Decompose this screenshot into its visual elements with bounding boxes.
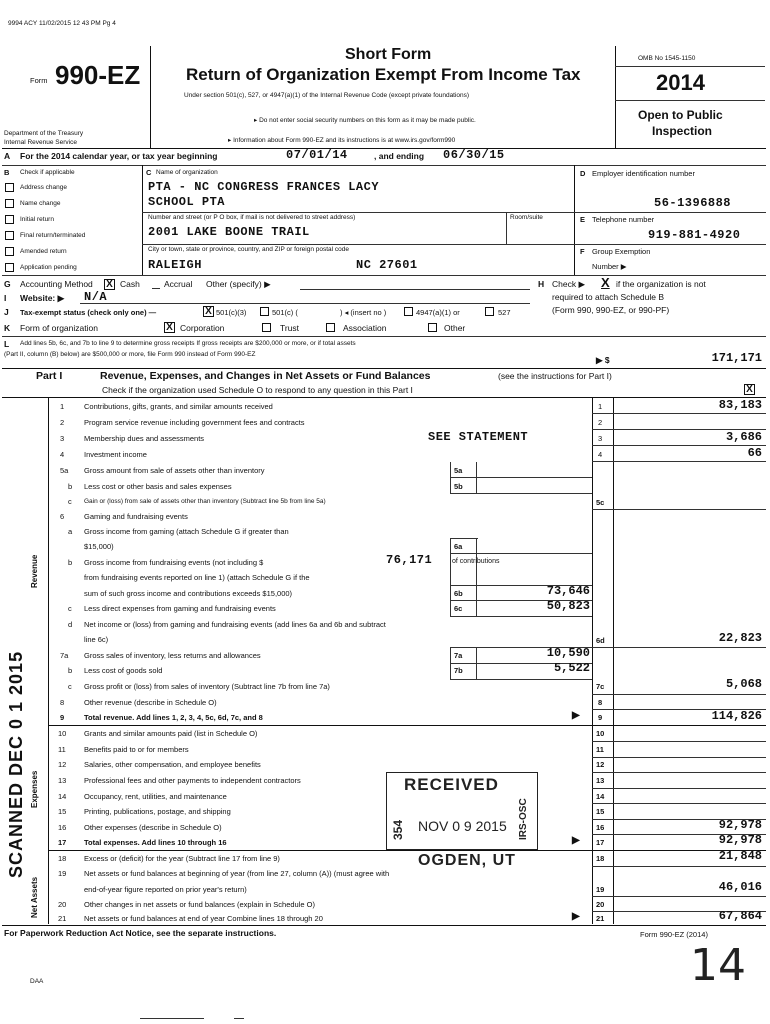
line-19-text2: end-of-year figure reported on prior year's return) [84,885,247,894]
line-7a-num: 7a [60,651,69,660]
line-21-num: 21 [58,914,67,923]
received-date-stamp: NOV 0 9 2015 [418,818,507,834]
line-7b-amount: 5,522 [553,661,590,675]
side-expenses: Expenses [30,770,39,808]
group-exemption-number-label: Number ▶ [592,262,627,271]
tax-year: 2014 [656,70,705,95]
line-12-num: 12 [58,760,67,769]
line-7b-box: 7b [454,666,463,675]
line-a-text: For the 2014 calendar year, or tax year beginning [20,151,218,161]
line-8-box: 8 [598,698,603,707]
line-4-box: 4 [598,450,603,459]
name-change-checkbox[interactable] [5,199,14,208]
corporation-checkbox[interactable]: X [164,322,175,333]
corporation-label: Corporation [180,323,225,333]
line-6a-box: 6a [454,542,463,551]
line-6d-amount: 22,823 [718,631,762,645]
501c-checkbox[interactable] [260,307,269,316]
part1-title: Revenue, Expenses, and Changes in Net Assets or Fund Balances [100,370,431,382]
line-3-amount: 3,686 [725,430,762,444]
line-20-box: 20 [596,900,605,909]
line-19-num: 19 [58,869,67,878]
accrual-label: Accrual [164,279,193,289]
line-1-num: 1 [60,402,65,411]
cash-label: Cash [120,279,140,289]
received-stamp: RECEIVED [404,775,499,794]
line-6b-box: 6b [454,589,463,598]
schedule-o-checkbox[interactable]: X [744,384,755,395]
line-10-text: Grants and similar amounts paid (list in Schedule O) [84,729,258,738]
scanned-stamp: SCANNED DEC 0 1 2015 [6,650,26,878]
line-a-mid: , and ending [374,151,425,161]
form-number: 990-EZ [55,60,141,90]
line-19-text: Net assets or fund balances at beginning of year (from line 27, column (A)) (must agree with [84,869,390,878]
line-7c-box: 7c [596,682,605,691]
line-5a-text: Gross amount from sale of assets other than inventory [84,466,265,475]
line-6-num: 6 [60,512,65,521]
amended-return-checkbox[interactable] [5,247,14,256]
line-16-num: 16 [58,823,67,832]
part1-title-note: (see the instructions for Part I) [498,371,612,381]
line-7a-box: 7a [454,651,463,660]
line-6d-text2: line 6c) [84,635,109,644]
daa-mark: DAA [30,978,44,985]
line-h-text4: (Form 990, 990-EZ, or 990-PF) [552,305,670,315]
line-19-amount: 46,016 [718,880,762,894]
stamp-side-right: IRS-OSC [518,798,529,840]
line-6c-amount: 50,823 [546,599,590,613]
line-h-text2: if the organization is not [616,279,706,289]
line-9-num: 9 [60,713,65,722]
line-13-num: 13 [58,776,67,785]
line-7b-text: Less cost of goods sold [84,666,163,675]
line-6a-text: Gross income from gaming (attach Schedule G if greater than [84,527,289,536]
line-16-box: 16 [596,823,605,832]
open-public-2: Inspection [652,124,713,138]
line-l-arrow: ▶ $ [596,355,610,365]
line-3-text: Membership dues and assessments [84,434,205,443]
line-6-text: Gaming and fundraising events [84,512,188,521]
line-11-num: 11 [58,745,66,754]
trust-checkbox[interactable] [262,323,271,332]
line-6a-text2: $15,000) [84,542,114,551]
line-5a-num: 5a [60,466,69,475]
line-21-arrow-icon: ▶ [572,911,580,922]
association-label: Association [343,323,387,333]
line-7a-text: Gross sales of inventory, less returns and allowances [84,651,261,660]
amended-return-label: Amended return [20,248,67,255]
section-f-label: F [580,247,585,256]
line-5b-box: 5b [454,482,463,491]
print-header: 9994 ACY 11/02/2015 12 43 PM Pg 4 [8,20,116,27]
line-7c-amount: 5,068 [725,677,762,691]
527-checkbox[interactable] [485,307,494,316]
line-5c-box: 5c [596,498,605,507]
line-9-arrow-icon: ▶ [572,710,580,721]
line-14-num: 14 [58,792,67,801]
section-b-heading: Check if applicable [20,169,75,176]
line-l-label: L [4,339,10,349]
line-6a-num: a [68,527,73,536]
4947-label: 4947(a)(1) or [416,308,460,317]
line-17-box: 17 [596,838,605,847]
line-k-label: K [4,323,11,333]
form-title: Return of Organization Exempt From Income Tax [186,65,581,84]
side-net-assets: Net Assets [30,876,39,918]
insert-no-label: ) ◂ (insert no ) [340,308,387,317]
name-change-label: Name change [20,200,61,207]
line-l-text1: Add lines 5b, 6c, and 7b to line 9 to determine gross receipts If gross receipts are $200,000 or more, or if total assets [20,340,356,347]
line-h-check: Check ▶ [552,279,585,289]
org-state-zip: NC 27601 [356,258,418,272]
line-9-text: Total revenue. Add lines 1, 2, 3, 4, 5c, 6d, 7c, and 8 [84,713,263,722]
org-name-line1: PTA - NC CONGRESS FRANCES LACY [148,180,380,194]
ein-heading: Employer identification number [592,169,695,178]
line-h-label: H [538,279,545,289]
line-11-text: Benefits paid to or for members [84,745,189,754]
association-checkbox[interactable] [326,323,335,332]
501c3-label: 501(c)(3) [216,308,247,317]
line-20-text: Other changes in net assets or fund balances (explain in Schedule O) [84,900,315,909]
line-j-label: J [4,307,9,317]
side-revenue: Revenue [30,554,39,588]
other-org-label: Other [444,323,466,333]
line-21-box: 21 [596,914,605,923]
line-2-box: 2 [598,418,603,427]
line-14-box: 14 [596,792,605,801]
line-12-box: 12 [596,760,605,769]
final-return-checkbox[interactable] [5,231,14,240]
org-city: RALEIGH [148,258,202,272]
phone-heading: Telephone number [592,215,655,224]
line-17-amount: 92,978 [718,833,762,847]
line-20-num: 20 [58,900,67,909]
line-15-box: 15 [596,807,605,816]
line-7b-num: b [68,666,73,675]
527-label: 527 [498,308,511,317]
line-18-box: 18 [596,854,605,863]
501c-label: 501(c) ( [272,308,298,317]
line-3-box: 3 [598,434,603,443]
dept-line1: Department of the Treasury [4,130,84,137]
form-footer-id: Form 990-EZ (2014) [640,930,708,939]
line-5a-box: 5a [454,466,463,475]
city-label: City or town, state or province, country, and ZIP or foreign postal code [148,246,349,253]
line-4-amount: 66 [747,446,762,460]
paperwork-notice: For Paperwork Reduction Act Notice, see the separate instructions. [4,928,277,938]
line-3-note: SEE STATEMENT [428,430,529,444]
line-1-text: Contributions, gifts, grants, and similar amounts received [84,402,273,411]
line-8-text: Other revenue (describe in Schedule O) [84,698,217,707]
dept-line2: Internal Revenue Service [4,139,77,146]
section-c-label: C [146,168,152,177]
header-divider-left [150,46,151,148]
omb-number: OMB No 1545-1150 [638,55,696,62]
group-exemption-heading: Group Exemption [592,247,651,256]
cash-checkbox[interactable]: X [104,279,115,290]
line-12-text: Salaries, other compensation, and employee benefits [84,760,261,769]
line-6d-box: 6d [596,636,605,645]
line-5c-text: Gain or (loss) from sale of assets other than inventory (Subtract line 5b from line 5a) [84,498,326,505]
section-b-label: B [4,168,10,177]
line-h-text3: required to attach Schedule B [552,292,664,302]
line-2-num: 2 [60,418,65,427]
box-col-left [592,397,593,924]
handwritten-page-number: 14 [690,940,746,991]
line-6c-box: 6c [454,604,463,613]
line-6b-after: of contributions [452,558,500,565]
final-return-label: Final return/terminated [20,232,86,239]
part1-check-text: Check if the organization used Schedule O to respond to any question in this Part I [102,385,413,395]
header-divider-right [615,46,616,148]
other-method-label: Other (specify) ▶ [206,279,271,289]
line-13-text: Professional fees and other payments to independent contractors [84,776,301,785]
application-pending-label: Application pending [20,264,77,271]
line-a-label: A [4,151,11,161]
line-6b-amount: 73,646 [546,584,590,598]
trust-label: Trust [280,323,300,333]
line-17-text: Total expenses. Add lines 10 through 16 [84,838,227,847]
line-9-amount: 114,826 [711,709,762,723]
line-6c-num: c [68,604,72,613]
stamp-side-left: 354 [391,819,405,840]
application-pending-checkbox[interactable] [5,263,14,272]
line-l-text2: (Part II, column (B) below) are $500,000 or more, file Form 990 instead of Form 990-EZ [4,351,256,358]
line-6b-text3: sum of such gross income and contributions exceeds $15,000) [84,589,293,598]
tax-exempt-status-label: Tax-exempt status (check only one) — [20,308,157,317]
other-org-checkbox[interactable] [428,323,437,332]
ogden-stamp: OGDEN, UT [418,852,516,869]
line-3-num: 3 [60,434,65,443]
line-9-box: 9 [598,713,603,722]
open-public-1: Open to Public [638,108,723,122]
line-17-num: 17 [58,838,67,847]
initial-return-checkbox[interactable] [5,215,14,224]
line-18-text: Excess or (deficit) for the year (Subtract line 17 from line 9) [84,854,280,863]
line-1-box: 1 [598,402,603,411]
line-16-text: Other expenses (describe in Schedule O) [84,823,222,832]
line-4-text: Investment income [84,450,147,459]
line-2-text: Program service revenue including government fees and contracts [84,418,305,427]
line-6d-text: Net income or (loss) from gaming and fundraising events (add lines 6a and 6b and subtract [84,620,386,629]
initial-return-label: Initial return [20,216,54,223]
street-label: Number and street (or P O box, if mail is not delivered to street address) [148,214,356,221]
part1-label: Part I [36,370,63,382]
line-17-arrow-icon: ▶ [572,835,580,846]
line-7c-num: c [68,682,72,691]
line-6b-num: b [68,558,73,567]
line-7c-text: Gross profit or (loss) from sales of inventory (Subtract line 7b from line 7a) [84,682,330,691]
line-14-text: Occupancy, rent, utilities, and maintenance [84,792,227,801]
form-subtitle: Under section 501(c), 527, or 4947(a)(1) of the Internal Revenue Code (except private foundations) [184,92,470,99]
line-19-box: 19 [596,885,605,894]
line-5b-text: Less cost or other basis and sales expenses [84,482,232,491]
line-i-label: I [4,293,7,303]
line-8-num: 8 [60,698,65,707]
ssn-note: ▸ Do not enter social security numbers on this form as it may be made public. [254,117,476,124]
501c3-checkbox[interactable]: X [203,306,214,317]
line-15-num: 15 [58,807,67,816]
line-6d-num: d [68,620,73,629]
line-21-amount: 67,864 [718,909,762,923]
line-g-label: G [4,279,11,289]
address-change-label: Address change [20,184,67,191]
section-e-label: E [580,215,586,224]
4947-checkbox[interactable] [404,307,413,316]
gross-receipts-value: 171,171 [711,351,762,365]
line-5b-num: b [68,482,73,491]
line-1-amount: 83,183 [718,398,762,412]
line-6b-text: Gross income from fundraising events (not including $ [84,558,264,567]
website-label: Website: ▶ [20,293,65,303]
org-name-line2: SCHOOL PTA [148,195,226,209]
org-street: 2001 LAKE BOONE TRAIL [148,225,310,239]
line-15-text: Printing, publications, postage, and shipping [84,807,231,816]
line-11-box: 11 [596,745,604,754]
line-10-box: 10 [596,729,605,738]
line-6b-inline-amount: 76,171 [386,553,433,567]
line-10-num: 10 [58,729,67,738]
tax-year-begin: 07/01/14 [286,148,348,162]
line-13-box: 13 [596,776,605,785]
line-6c-text: Less direct expenses from gaming and fundraising events [84,604,276,613]
website-value: N/A [84,290,108,304]
section-d-label: D [580,169,586,178]
address-change-checkbox[interactable] [5,183,14,192]
accounting-method-label: Accounting Method [20,279,93,289]
room-suite-label: Room/suite [510,214,543,221]
line-18-amount: 21,848 [718,849,762,863]
line-7a-amount: 10,590 [546,646,590,660]
line-6b-text2: from fundraising events reported on line 1) (attach Schedule G if the [84,573,310,582]
line-21-text: Net assets or fund balances at end of year Combine lines 18 through 20 [84,914,323,923]
short-form-title: Short Form [345,46,432,63]
ein-value: 56-1396888 [654,196,732,210]
form-word: Form [30,76,48,85]
schedule-b-checkbox[interactable]: X [601,275,610,290]
tax-year-end: 06/30/15 [443,148,505,162]
phone-value: 919-881-4920 [648,228,741,242]
line-4-num: 4 [60,450,65,459]
line-16-amount: 92,978 [718,818,762,832]
amount-col-left [613,397,614,924]
section-c-heading: Name of organization [156,169,218,176]
line-18-num: 18 [58,854,67,863]
line-5c-num: c [68,497,72,506]
info-note: ▸ Information about Form 990-EZ and its instructions is at www.irs.gov/form990 [228,137,456,144]
form-of-org-label: Form of organization [20,323,98,333]
